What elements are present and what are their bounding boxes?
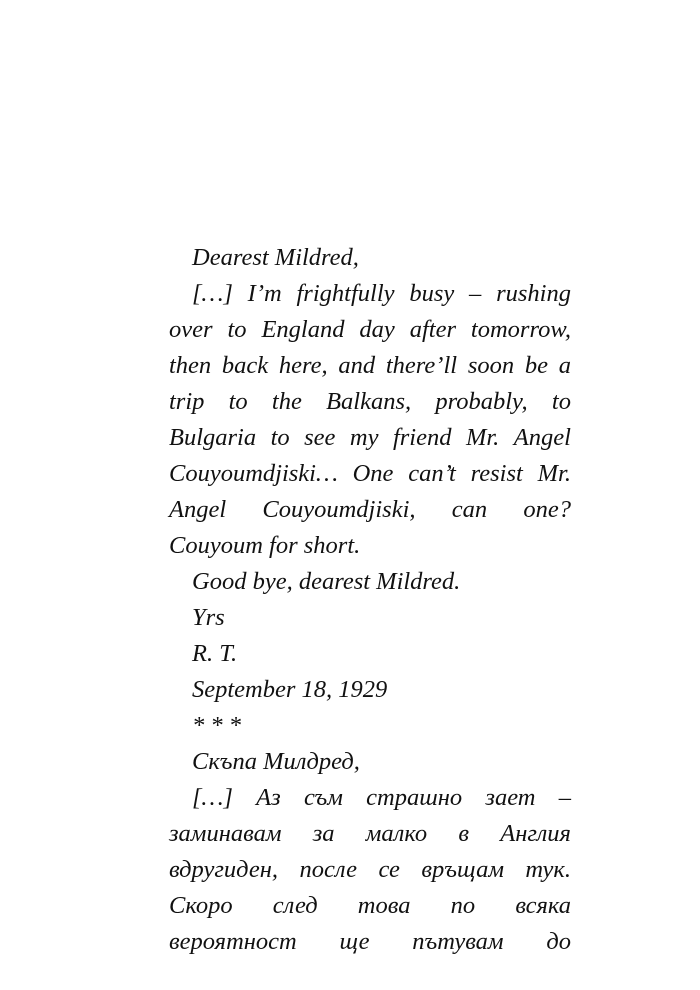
- word: вдругиден,: [169, 856, 279, 883]
- paragraph-line-en: [169, 312, 571, 348]
- initials-en: R. T.: [192, 640, 238, 667]
- word: се: [378, 856, 400, 883]
- paragraph-last-line-en: Couyoum for short.: [169, 532, 361, 559]
- closing-en: Good bye, dearest Mildred.: [192, 568, 461, 595]
- paragraph-line-en: [169, 420, 571, 456]
- word: can’t: [408, 460, 456, 487]
- word: Скоро: [169, 892, 233, 919]
- word: –: [469, 280, 482, 307]
- word: после: [299, 856, 358, 883]
- paragraph-line-bg: [169, 924, 571, 960]
- word: Mr.: [465, 424, 500, 451]
- word: Couyoumdjiski,: [262, 496, 416, 523]
- word: be: [524, 352, 548, 379]
- word: Couyoumdjiski…: [169, 460, 338, 487]
- paragraph-line-bg: [169, 852, 571, 888]
- word: до: [546, 928, 571, 955]
- word: Аз: [256, 784, 281, 811]
- word: here,: [278, 352, 328, 379]
- word: страшно: [366, 784, 463, 811]
- word: съм: [303, 784, 343, 811]
- word: вероятност: [169, 928, 297, 955]
- word: Balkans,: [326, 388, 412, 415]
- word: over: [169, 316, 213, 343]
- word: Angel: [169, 496, 227, 523]
- paragraph-line-en: [169, 492, 571, 528]
- word: frightfully: [296, 280, 395, 307]
- word: friend: [392, 424, 452, 451]
- word: to: [551, 388, 571, 415]
- word: there’ll: [385, 352, 458, 379]
- word: зает: [485, 784, 536, 811]
- word: Bulgaria: [169, 424, 257, 451]
- paragraph-line-en: [169, 276, 571, 312]
- word: to: [270, 424, 290, 451]
- word: can: [451, 496, 488, 523]
- paragraph-line-en: [169, 456, 571, 492]
- salutation-en: Dearest Mildred,: [192, 244, 359, 271]
- word: за: [312, 820, 335, 847]
- word: busy: [409, 280, 455, 307]
- word: probably,: [435, 388, 528, 415]
- word: day: [359, 316, 395, 343]
- word: Mr.: [537, 460, 571, 487]
- paragraph-line-bg: [169, 816, 571, 852]
- paragraph-line-bg: [169, 888, 571, 924]
- word: my: [349, 424, 379, 451]
- word: всяка: [515, 892, 571, 919]
- word: малко: [365, 820, 428, 847]
- word: back: [221, 352, 269, 379]
- word: тук.: [525, 856, 571, 883]
- word: England: [261, 316, 345, 343]
- word: пътувам: [412, 928, 504, 955]
- word: a: [558, 352, 571, 379]
- word: след: [272, 892, 318, 919]
- word: Англия: [500, 820, 571, 847]
- word: –: [558, 784, 571, 811]
- word: to: [228, 388, 248, 415]
- word: […]: [192, 280, 233, 307]
- letter-text: [169, 240, 571, 960]
- word: rushing: [496, 280, 571, 307]
- sign-off-en: Yrs: [192, 604, 225, 631]
- word: soon: [467, 352, 515, 379]
- word: trip: [169, 388, 205, 415]
- salutation-bg: Скъпа Милдред,: [192, 748, 360, 775]
- word: and: [338, 352, 376, 379]
- word: to: [227, 316, 247, 343]
- paragraph-line-bg: [169, 780, 571, 816]
- word: one?: [523, 496, 571, 523]
- word: resist: [470, 460, 523, 487]
- word: връщам: [421, 856, 504, 883]
- word: по: [450, 892, 476, 919]
- paragraph-line-en: [169, 384, 571, 420]
- word: Angel: [513, 424, 571, 451]
- word: в: [458, 820, 470, 847]
- section-separator: * * *: [192, 712, 241, 739]
- word: […]: [192, 784, 233, 811]
- word: tomorrow,: [470, 316, 571, 343]
- word: One: [352, 460, 394, 487]
- word: after: [409, 316, 456, 343]
- date-en: September 18, 1929: [192, 676, 388, 703]
- word: the: [271, 388, 302, 415]
- word: I’m: [247, 280, 282, 307]
- word: see: [304, 424, 336, 451]
- word: това: [357, 892, 411, 919]
- word: заминавам: [169, 820, 282, 847]
- word: ще: [339, 928, 370, 955]
- word: then: [169, 352, 212, 379]
- paragraph-line-en: [169, 348, 571, 384]
